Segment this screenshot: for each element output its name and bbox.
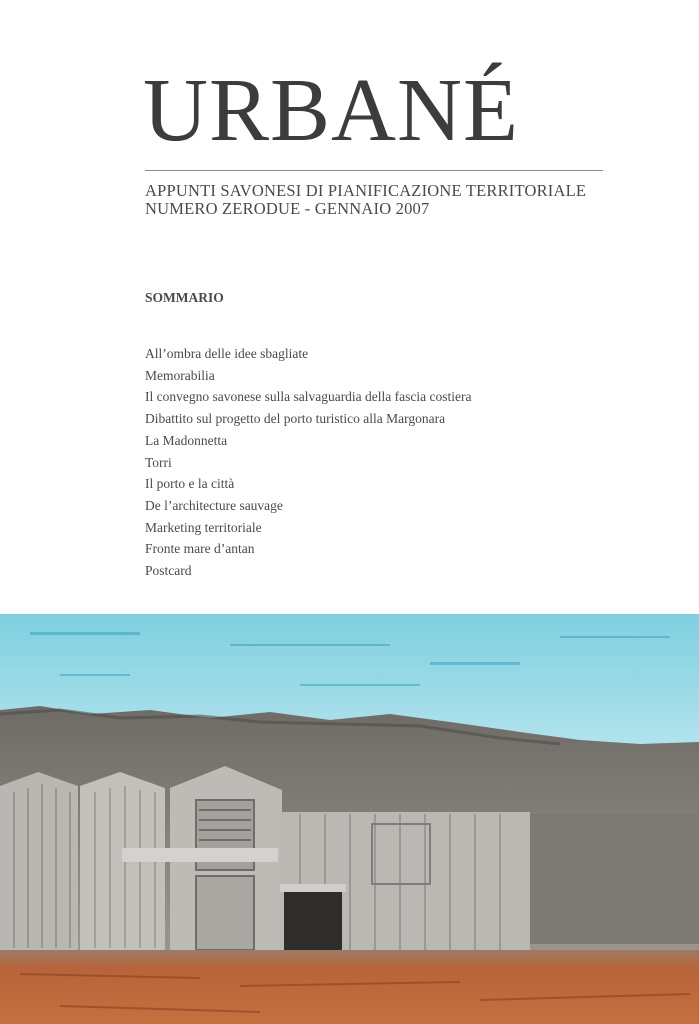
- toc-item: All’ombra delle idee sbagliate: [145, 346, 309, 361]
- toc-item: La Madonnetta: [145, 432, 228, 448]
- subtitle-line: APPUNTI SAVONESI DI PIANIFICAZIONE TERRITORIALE: [145, 181, 587, 200]
- table-of-contents: [145, 343, 472, 582]
- toc-item: Marketing territoriale: [145, 519, 262, 535]
- toc-item: Postcard: [145, 563, 192, 579]
- toc-item: Memorabilia: [145, 367, 215, 383]
- title-divider: [145, 170, 603, 171]
- beach-cabins-photo: [0, 614, 699, 1024]
- toc-item: Il porto e la città: [145, 476, 235, 492]
- summary-heading: SOMMARIO: [145, 290, 224, 305]
- toc-item: De l’architecture sauvage: [145, 497, 283, 513]
- toc-item: Il convegno savonese sulla salvaguardia della fascia costiera: [145, 389, 472, 405]
- subtitle-block: [145, 182, 586, 218]
- magazine-title: URBANÉ: [143, 61, 520, 160]
- toc-item: Torri: [145, 454, 172, 470]
- sand: [0, 950, 699, 1024]
- stone-wall: [530, 814, 699, 944]
- toc-item: Fronte mare d’antan: [145, 541, 255, 557]
- issue-line: NUMERO ZERODUE - GENNAIO 2007: [145, 199, 430, 218]
- toc-item: Dibattito sul progetto del porto turistico alla Margonara: [145, 411, 446, 427]
